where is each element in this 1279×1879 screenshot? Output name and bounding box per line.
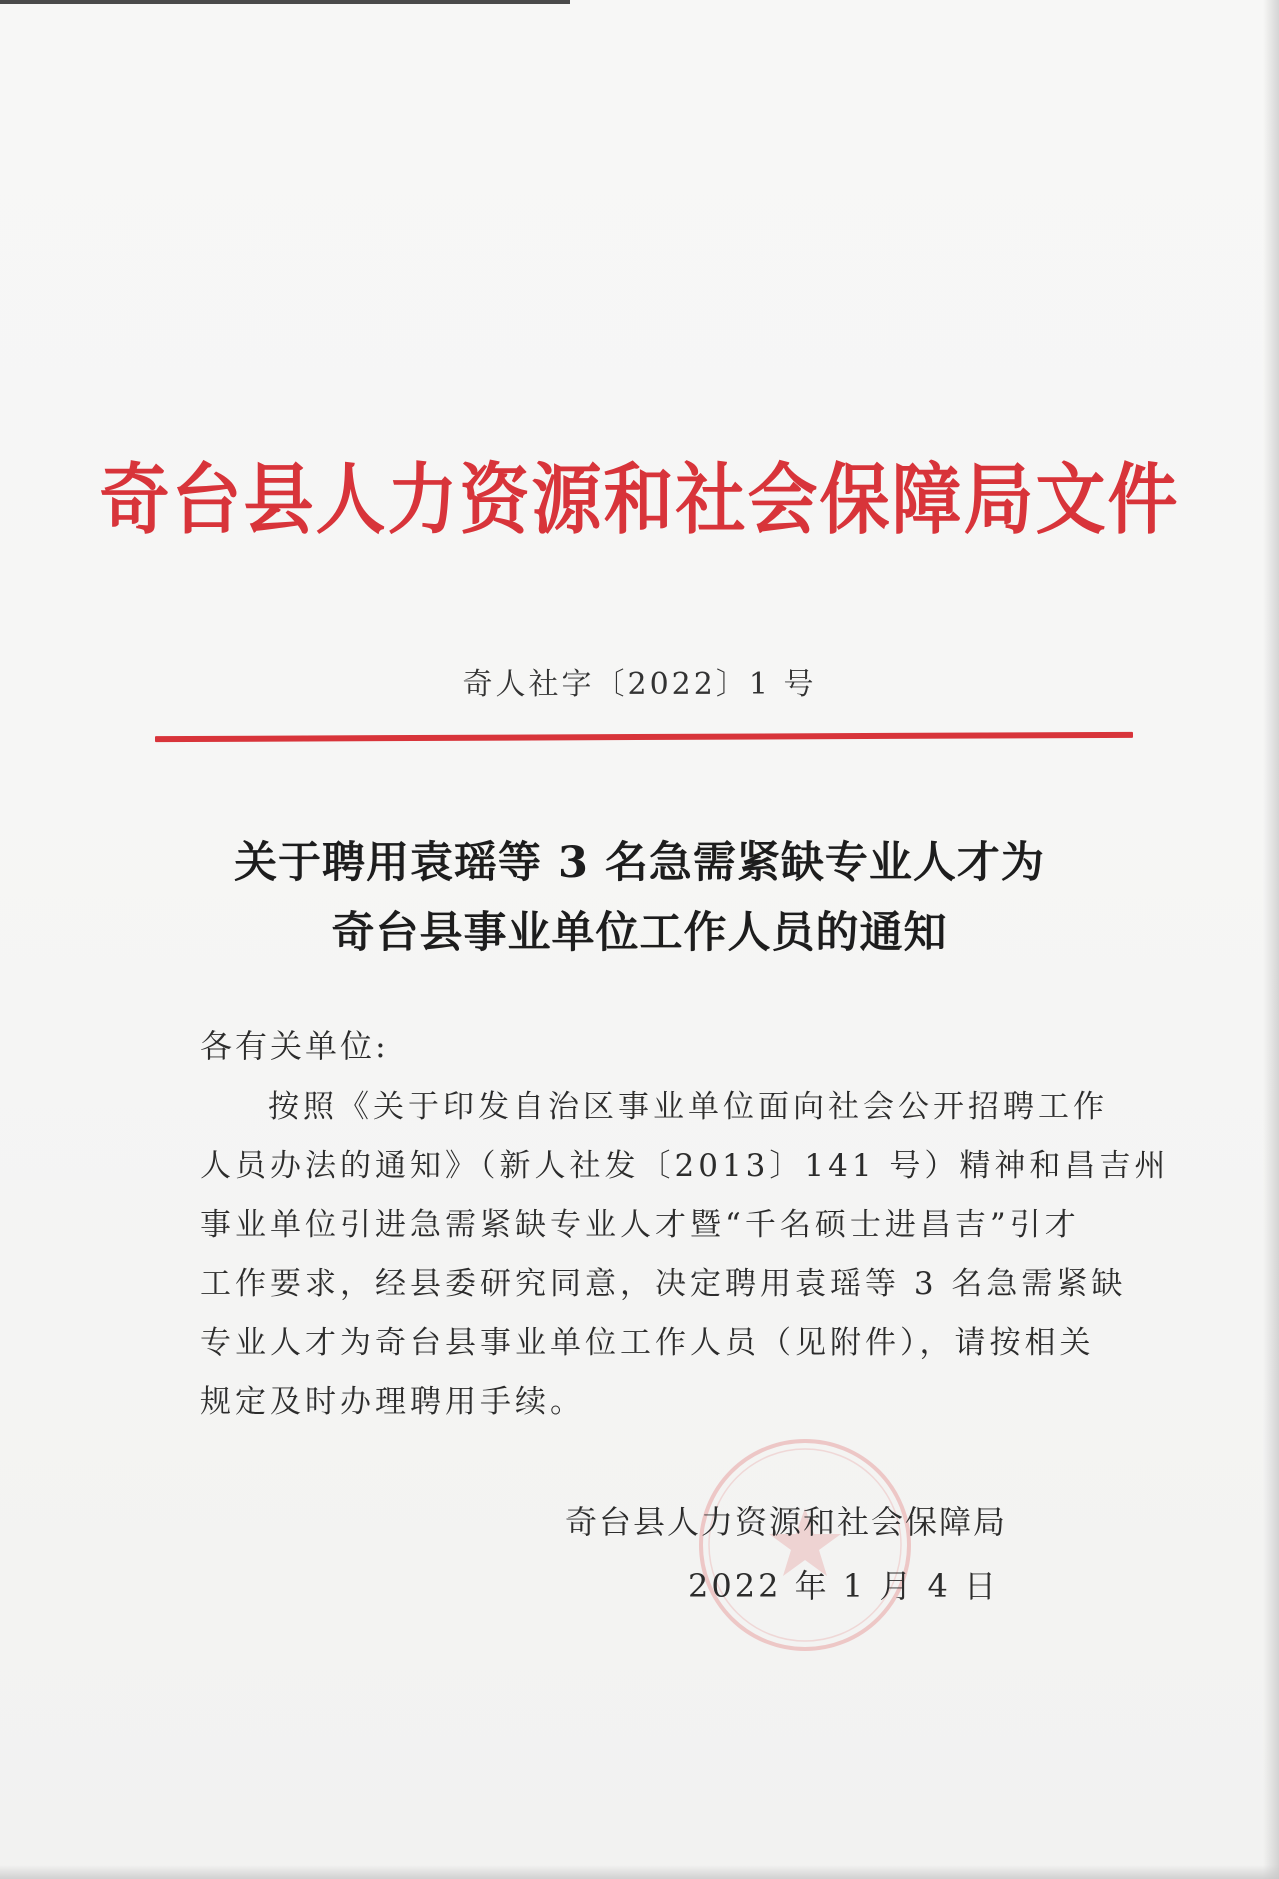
body-line: 工作要求，经县委研究同意，决定聘用袁瑶等 3 名急需紧缺: [200, 1266, 1127, 1302]
notice-title: [0, 828, 1279, 968]
issue-date: 2022 年 1 月 4 日: [688, 1567, 1000, 1605]
body-line: 规定及时办理聘用手续。: [200, 1384, 585, 1420]
body-line: 人员办法的通知》（新人社发〔2013〕141 号）精神和昌吉州: [200, 1148, 1170, 1184]
body-line: 专业人才为奇台县事业单位工作人员（见附件），请按相关: [200, 1325, 1095, 1361]
document-number: 奇人社字〔2022〕1 号: [462, 667, 817, 702]
body-line: 按照《关于印发自治区事业单位面向社会公开招聘工作: [268, 1089, 1108, 1125]
scan-bottom-edge: [0, 1865, 1279, 1879]
salutation: 各有关单位:: [200, 1027, 389, 1065]
notice-body: [200, 1078, 1170, 1432]
body-line: 事业单位引进急需紧缺专业人才暨“千名硕士进昌吉”引才: [200, 1207, 1080, 1243]
red-divider-line: [155, 732, 1133, 742]
notice-title-line-1: 关于聘用袁瑶等 3 名急需紧缺专业人才为: [234, 838, 1045, 888]
issuer-name: 奇台县人力资源和社会保障局: [565, 1503, 1008, 1541]
scan-top-edge: [0, 0, 570, 4]
notice-title-line-2: 奇台县事业单位工作人员的通知: [331, 908, 948, 958]
document-header-title: 奇台县人力资源和社会保障局文件: [99, 453, 1180, 546]
